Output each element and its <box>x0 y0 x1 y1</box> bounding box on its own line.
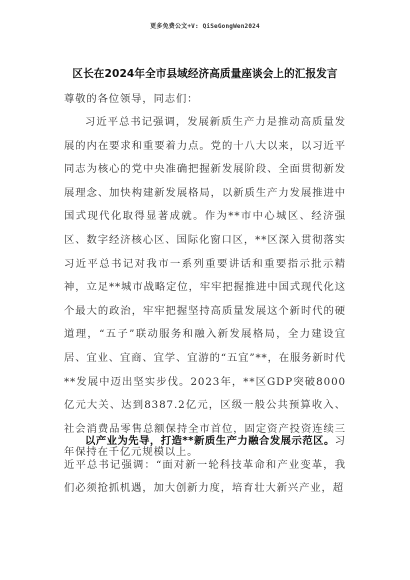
document-title: 区长在2024年全市县域经济高质量座谈会上的汇报发言 <box>72 68 338 80</box>
paragraph-2-lead: 以产业为先导，打造**新质生产力融合发展示范区。 <box>85 435 335 447</box>
paragraph-2 <box>64 430 346 501</box>
header-note: 更多免费公文+V: QiSeGongWen2024 <box>150 23 260 30</box>
paragraph-1: 习近平总书记强调，发展新质生产力是推动高质量发展的内在要求和重要着力点。党的十八大以来，以习近平同志为核心的党中央准确把握新发展阶段、全面贯彻新发展理念、加快构建新发展格局，以新质生产力发展推进中国式现代化取得显著成就。作为**市中心城区、经济强区、数字经济核心区、国际化窗口区，**区深入贯彻落实习近平总书记对我市一系列重要讲话和重要指示批示精神，立足**城市战略定位，牢牢把握推进中国式现代化这个最大的政治，牢牢把握坚持高质量发展这个新时代的硬道理，“五子”联动服务和融入新发展格局，全力建设宜居、宜业、宜商、宜学、宜游的“五宜”**，在服务新时代**发展中迈出坚实步伐。2023年，**区GDP突破8000亿元大关、达到8387.2亿元，区级一般公共预算收入、社会消费品零售总额保持全市首位，固定资产投资连续三年保持在千亿元规模以上。 <box>64 116 346 459</box>
salutation: 尊敬的各位领导，同志们： <box>64 93 199 105</box>
paragraph-2-body: 习近平总书记强调：“面对新一轮科技革命和产业变革，我们必须抢抓机遇，加大创新力度，培育壮大新兴产业，超 <box>64 435 346 495</box>
